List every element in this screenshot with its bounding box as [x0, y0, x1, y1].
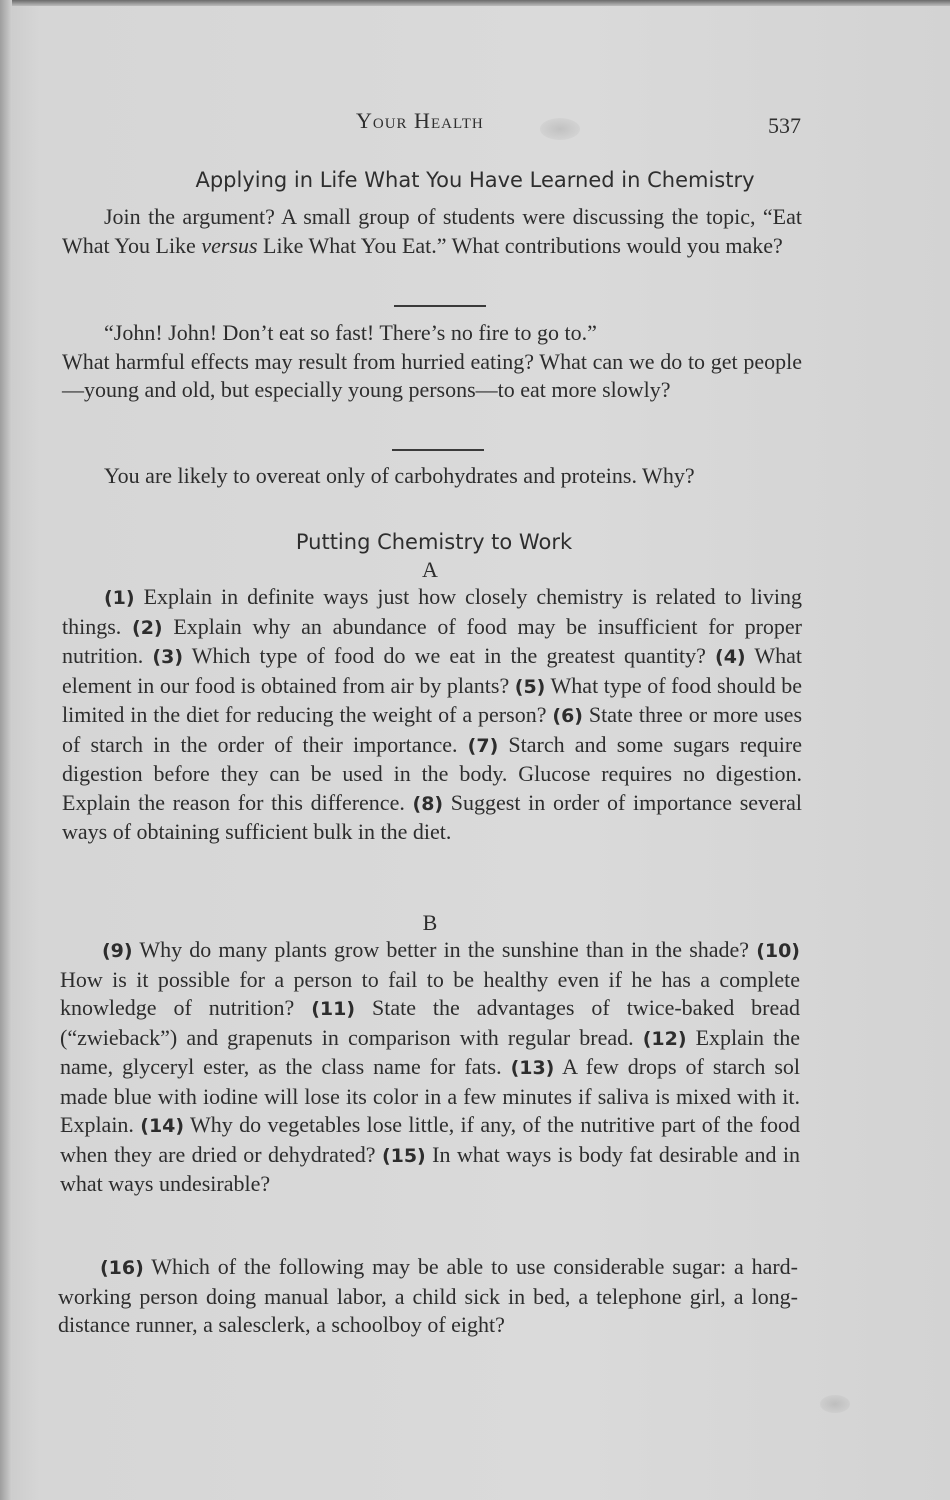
question-4: (4) What element in our food is obtained from air by plants? — [62, 643, 802, 698]
section-b-letter: B — [422, 910, 438, 935]
question-7: (7) Starch and some sugars require digestion before they can be used in the body. Glucose requires no digestion. Explain the reason for this difference. — [62, 731, 802, 815]
putting-heading: Putting Chemistry to Work — [295, 530, 573, 554]
question-13: (13) A few drops of starch sol made blue with iodine will lose its color in a few minutes if saliva is mixed with it. Explain. — [60, 1054, 800, 1137]
question-14: (14) Why do vegetables lose little, if any, of the nutritive part of the food when they are dried or dehydrated? — [60, 1112, 800, 1167]
scan-smudge — [540, 118, 580, 140]
question-11: (11) State the advantages of twice-baked bread (“zwieback”) and grapenuts in comparison with regular bread. — [60, 995, 800, 1050]
section-a-letter: A — [422, 557, 438, 582]
question-12: (12) Explain the name, glyceryl ester, as the class name for fats. — [60, 1024, 800, 1079]
scan-smudge — [820, 1395, 850, 1413]
question-9: (9) Why do many plants grow better in the sunshine than in the shade? — [102, 937, 757, 962]
argument-text-a: Join the argument? A small group of students were discussing the topic, “Eat What You Like — [62, 204, 802, 258]
question-1: (1) Explain in definite ways just how closely chemistry is related to living things. — [62, 584, 802, 639]
question-2: (2) Explain why an abundance of food may be insufficient for proper nutrition. — [62, 613, 802, 668]
overeat-paragraph: You are likely to overeat only of carbohydrates and proteins. Why? — [104, 463, 695, 488]
hurried-eating-question: What harmful effects may result from hurried eating? What can we do to get people—young and old, but especially young persons—to eat more slowly? — [62, 348, 802, 402]
section-a-questions — [62, 583, 802, 847]
john-quote: “John! John! Don’t eat so fast! There’s no fire to go to.” — [104, 320, 597, 345]
hurried-eating-paragraph — [62, 319, 802, 405]
section-divider — [392, 449, 484, 451]
argument-emphasis: versus — [201, 232, 258, 258]
section-b-questions — [60, 936, 800, 1199]
page-number: 537 — [768, 113, 801, 138]
running-head: Your Health — [356, 108, 484, 133]
page-binding-edge — [0, 0, 12, 1500]
argument-paragraph — [62, 203, 802, 260]
applying-heading: Applying in Life What You Have Learned in Chemistry — [195, 168, 755, 192]
question-5: (5) What type of food should be limited in the diet for reducing the weight of a person? — [62, 672, 802, 727]
question-16: (16) Which of the following may be able to use considerable sugar: a hard-working person doing manual labor, a child sick in bed, a telephone girl, a long-distance runner, a salesclerk, a schoolboy of eight? — [58, 1254, 798, 1337]
question-6: (6) State three or more uses of starch in the order of their importance. — [62, 702, 803, 757]
page-top-edge — [0, 0, 950, 6]
section-divider — [394, 305, 486, 307]
argument-text-b: Like What You Eat.” What contributions would you make? — [257, 232, 783, 258]
question-8: (8) Suggest in order of importance several ways of obtaining sufficient bulk in the diet. — [62, 789, 802, 844]
question-15: (15) In what ways is body fat desirable and in what ways undesirable? — [60, 1141, 800, 1196]
question-3: (3) Which type of food do we eat in the greatest quantity? — [152, 643, 716, 668]
question-10: (10) How is it possible for a person to fail to be healthy even if he has a complete knowledge of nutrition? — [60, 940, 800, 1020]
